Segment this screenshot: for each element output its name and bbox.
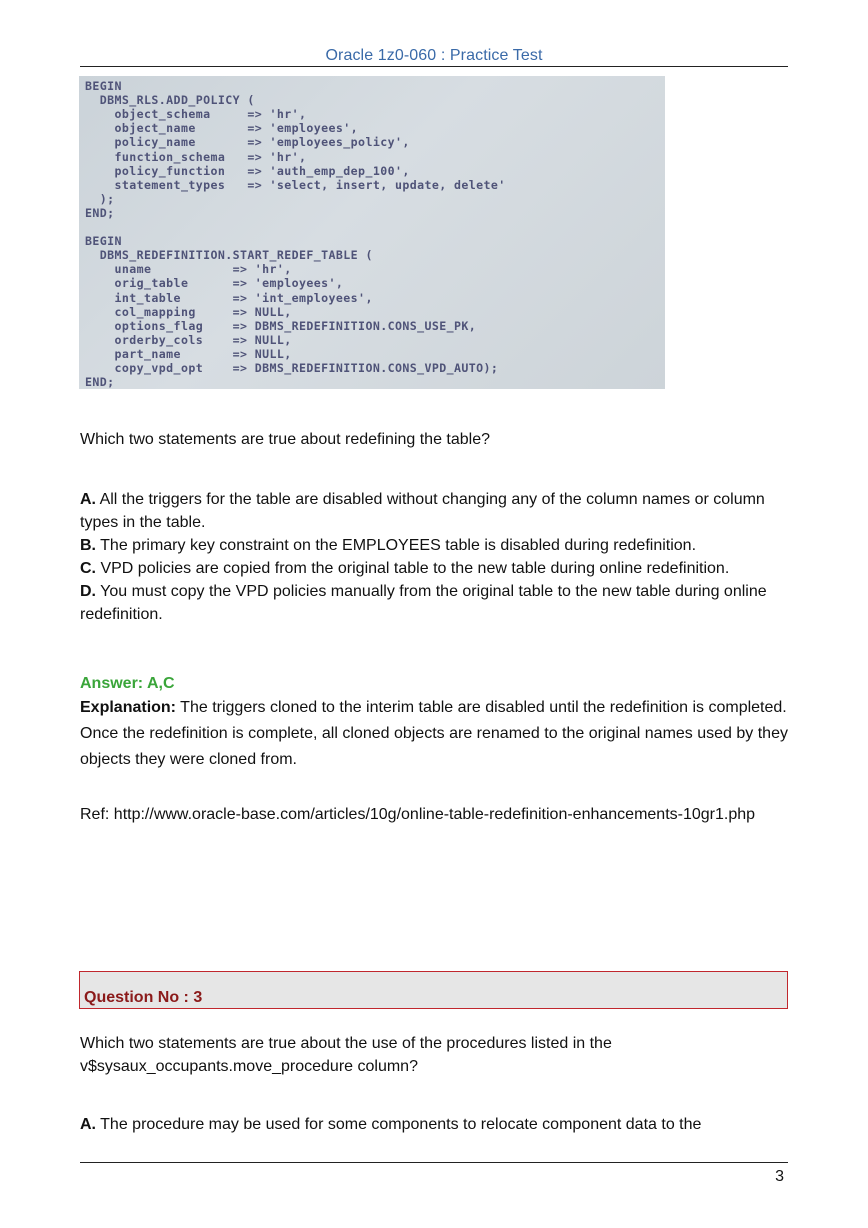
header-divider [80,66,788,67]
code-line: DBMS_REDEFINITION.START_REDEF_TABLE ( [85,248,373,263]
option-letter: D. [80,583,96,600]
question-prompt-2: Which two statements are true about the use of the procedures listed in the v$sysaux_occupants.move_procedure column? [80,1035,612,1075]
question-number-label: Question No : 3 [84,989,203,1006]
option-text: The procedure may be used for some components to relocate component data to the [100,1116,702,1133]
code-line: uname => 'hr', [85,262,292,277]
option-letter: A. [80,491,96,508]
option-letter: B. [80,537,96,554]
option-letter: C. [80,560,96,577]
explanation-text: The triggers cloned to the interim table are disabled until the redefinition is completed. Once the redefinition is complete, all cloned objects are renamed to the original names used by they objects they were cloned from. [80,699,788,768]
code-line: options_flag => DBMS_REDEFINITION.CONS_USE_PK, [85,318,477,333]
answer-line: Answer: A,C [80,675,175,692]
code-line: object_name => 'employees', [85,121,359,136]
option-b [80,534,788,557]
code-line: END; [85,205,115,220]
option-a [80,488,788,534]
explanation [80,695,788,773]
options-list [80,488,788,626]
option-d [80,580,788,626]
code-line: copy_vpd_opt => DBMS_REDEFINITION.CONS_VPD_AUTO); [85,361,499,375]
page-header-title: Oracle 1z0-060 : Practice Test [325,47,543,64]
option-letter: A. [80,1116,96,1133]
option-text: VPD policies are copied from the original table to the new table during online redefinition. [100,560,730,577]
option-a-q2 [80,1113,788,1136]
option-text: The primary key constraint on the EMPLOYEES table is disabled during redefinition. [100,537,697,554]
code-line: policy_name => 'employees_policy', [85,135,410,150]
code-line: ); [85,191,115,206]
code-line: function_schema => 'hr', [85,149,307,164]
footer-divider [80,1162,788,1163]
code-line: END; [85,375,115,389]
code-screenshot-image [79,76,665,389]
question-header-box [79,971,788,1009]
explanation-label: Explanation: [80,699,177,716]
code-line: object_schema => 'hr', [85,107,307,122]
option-c [80,557,788,580]
code-line: col_mapping => NULL, [85,304,292,319]
question-prompt: Which two statements are true about redefining the table? [80,431,491,448]
option-text: You must copy the VPD policies manually from the original table to the new table during online redefinition. [80,583,767,623]
code-line: orig_table => 'employees', [85,276,344,291]
option-text: All the triggers for the table are disabled without changing any of the column names or column types in the table. [80,491,765,531]
reference-link[interactable]: Ref: http://www.oracle-base.com/articles/10g/online-table-redefinition-enhancements-10gr1.php [80,806,756,823]
code-line: int_table => 'int_employees', [85,290,373,305]
code-line: DBMS_RLS.ADD_POLICY ( [85,93,255,108]
code-line: BEGIN [85,234,122,249]
code-line: orderby_cols => NULL, [85,332,292,347]
code-line: part_name => NULL, [85,346,292,361]
code-lines [79,76,665,389]
code-line: policy_function => 'auth_emp_dep_100', [85,163,410,178]
code-line: BEGIN [85,79,122,93]
page-number: 3 [775,1168,784,1185]
code-line: statement_types => 'select, insert, update, delete' [85,177,506,192]
